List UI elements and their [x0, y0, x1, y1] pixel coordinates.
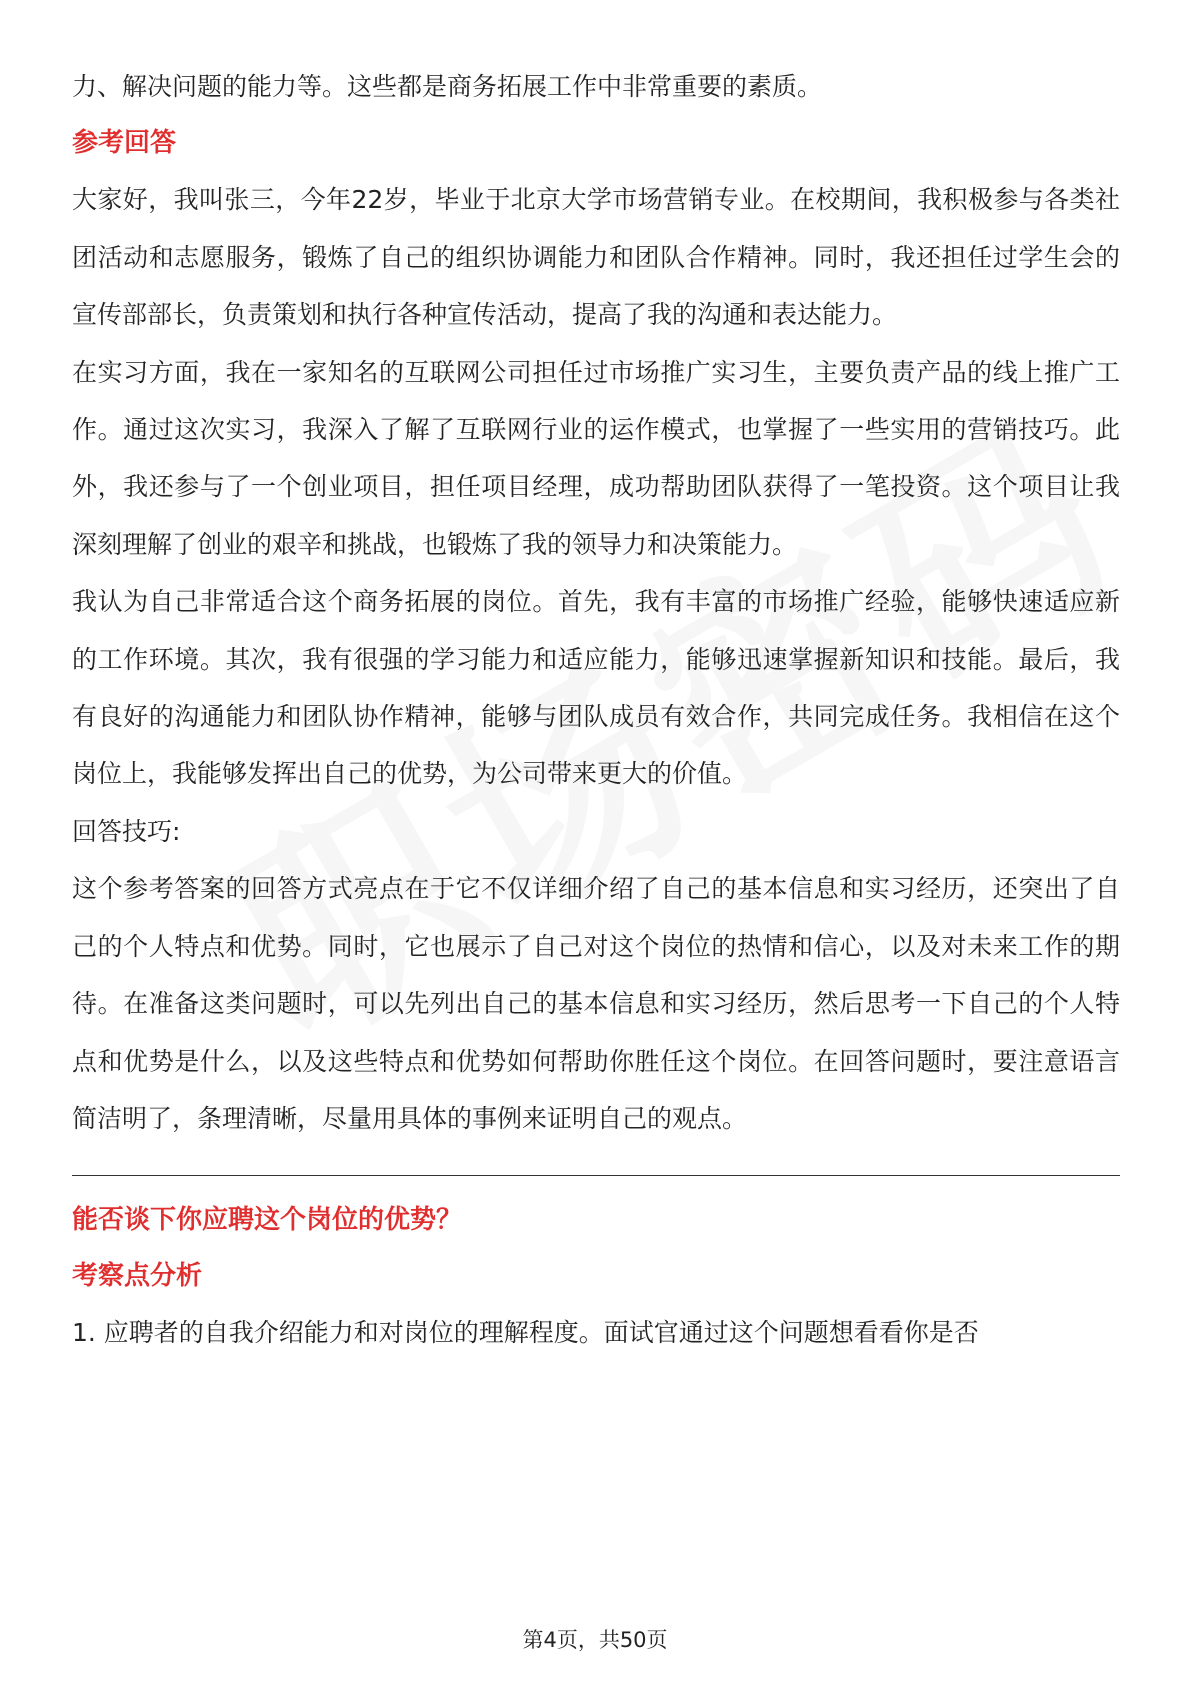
- tips-paragraph: 这个参考答案的回答方式亮点在于它不仅详细介绍了自己的基本信息和实习经历，还突出了自己的个人特点和优势。同时，它也展示了自己对这个岗位的热情和信心，以及对未来工作的期待。在准备这类问题时，可以先列出自己的基本信息和实习经历，然后思考一下自己的个人特点和优势是什么，以及这些特点和优势如何帮助你胜任这个岗位。在回答问题时，要注意语言简洁明了，条理清晰，尽量用具体的事例来证明自己的观点。: [72, 874, 1120, 1133]
- answer-paragraph-2: 在实习方面，我在一家知名的互联网公司担任过市场推广实习生，主要负责产品的线上推广工作。通过这次实习，我深入了解了互联网行业的运作模式，也掌握了一些实用的营销技巧。此外，我还参与了一个创业项目，担任项目经理，成功帮助团队获得了一笔投资。这个项目让我深刻理解了创业的艰辛和挑战，也锻炼了我的领导力和决策能力。: [72, 357, 1120, 559]
- page-number: 第4页，共50页: [522, 1628, 668, 1652]
- analysis-point-1: 1. 应聘者的自我介绍能力和对岗位的理解程度。面试官通过这个问题想看看你是否: [72, 1318, 979, 1348]
- tips-label: 回答技巧:: [72, 816, 181, 846]
- analysis-heading: 考察点分析: [72, 1261, 203, 1292]
- continuation-paragraph: 力、解决问题的能力等。这些都是商务拓展工作中非常重要的素质。: [72, 72, 823, 101]
- question-heading: 能否谈下你应聘这个岗位的优势？: [72, 1205, 463, 1236]
- answer-paragraph-3: 我认为自己非常适合这个商务拓展的岗位。首先，我有丰富的市场推广经验，能够快速适应新的工作环境。其次，我有很强的学习能力和适应能力，能够迅速掌握新知识和技能。最后，我有良好的沟通能力和团队协作精神，能够与团队成员有效合作，共同完成任务。我相信在这个岗位上，我能够发挥出自己的优势，为公司带来更大的价值。: [72, 587, 1120, 789]
- reference-answer-heading: 参考回答: [72, 128, 177, 159]
- section-divider: [72, 1175, 1120, 1176]
- answer-paragraph-1: 大家好，我叫张三，今年22岁，毕业于北京大学市场营销专业。在校期间，我积极参与各类社团活动和志愿服务，锻炼了自己的组织协调能力和团队合作精神。同时，我还担任过学生会的宣传部部长，负责策划和执行各种宣传活动，提高了我的沟通和表达能力。: [72, 185, 1120, 330]
- document-body: [72, 58, 1120, 1362]
